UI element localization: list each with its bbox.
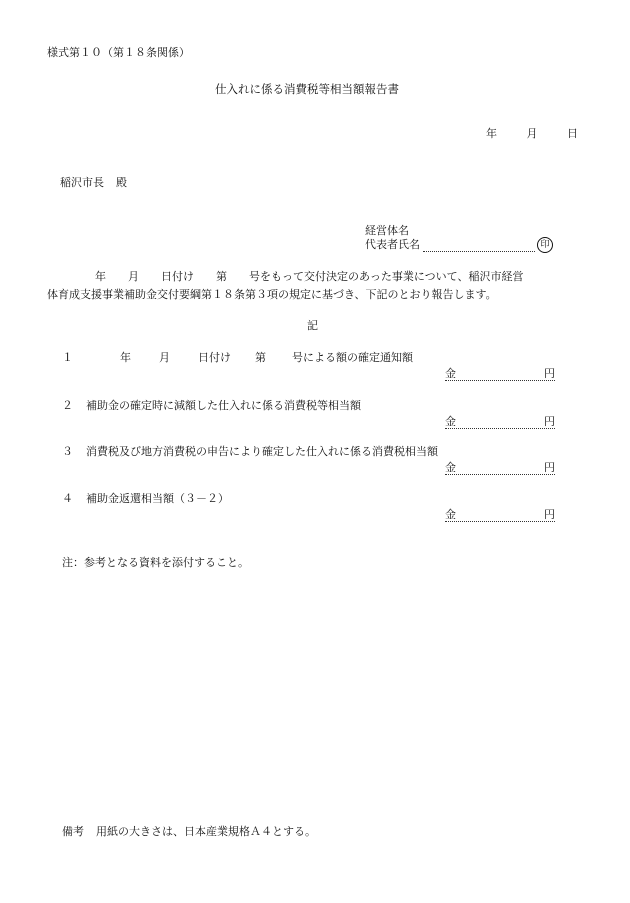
item-2-fill-line [445,428,555,429]
remark [62,826,316,837]
remark-text: 用紙の大きさは、日本産業規格Ａ４とする。 [96,825,316,838]
item-3-kin: 金 [445,461,456,474]
ki-heading: 記 [307,319,318,332]
document-title: 仕入れに係る消費税等相当額報告書 [215,82,399,96]
remark-label: 備考 [62,825,84,838]
item-4-kin: 金 [445,508,456,521]
addressee [60,177,127,188]
item-1-number: １ [62,351,73,364]
date-month-label: 月 [526,127,538,140]
item-1-month: 月 [159,351,170,364]
body-year: 年 [95,270,106,283]
attachment-note: 注：参考となる資料を添付すること。 [62,556,249,569]
item-4-fill-line [445,521,555,522]
date-line [486,128,578,139]
item-3-en: 円 [544,461,555,474]
representative-fill-line [423,251,535,252]
seal-mark: 印 [537,237,553,253]
item-1-kin: 金 [445,367,456,380]
item-3-text: 消費税及び地方消費税の申告により確定した仕入れに係る消費税相当額 [86,445,438,458]
item-1-rest: 号による額の確定通知額 [292,351,413,364]
item-1-en: 円 [544,367,555,380]
representative-row [365,239,553,250]
item-3-fill-line [445,474,555,475]
body-day: 日付け [161,270,194,283]
item-1-dai: 第 [255,351,266,364]
item-2-number: ２ [62,399,73,412]
form-number: 様式第１０（第１８条関係） [47,46,190,59]
item-2 [0,400,630,434]
body-dai: 第 [216,270,227,283]
item-4-text: 補助金返還相当額（３－２） [86,492,229,505]
item-3-number: ３ [62,445,73,458]
item-1 [0,352,630,386]
item-2-en: 円 [544,415,555,428]
item-3 [0,446,630,480]
date-year-label: 年 [486,127,497,140]
body-rest: 号をもって交付決定のあった事業について、稲沢市経営 [249,270,524,283]
item-2-text: 補助金の確定時に減額した仕入れに係る消費税等相当額 [86,399,361,412]
body-text-line-1 [95,271,523,282]
addressee-honorific: 殿 [116,176,127,189]
item-4 [0,493,630,527]
addressee-name: 稲沢市長 [60,176,104,189]
item-1-year: 年 [120,351,131,364]
date-day-label: 日 [567,127,578,140]
item-1-text [120,352,413,363]
item-1-fill-line [445,380,555,381]
body-text-line-2: 体育成支援事業補助金交付要綱第１８条第３項の規定に基づき、下記のとおり報告します。 [47,288,497,301]
org-name-label: 経営体名 [365,224,409,237]
item-4-number: ４ [62,492,73,505]
item-1-day: 日付け [198,351,231,364]
item-2-kin: 金 [445,415,456,428]
item-4-en: 円 [544,508,555,521]
body-month: 月 [128,270,139,283]
representative-label: 代表者氏名 [365,238,420,251]
